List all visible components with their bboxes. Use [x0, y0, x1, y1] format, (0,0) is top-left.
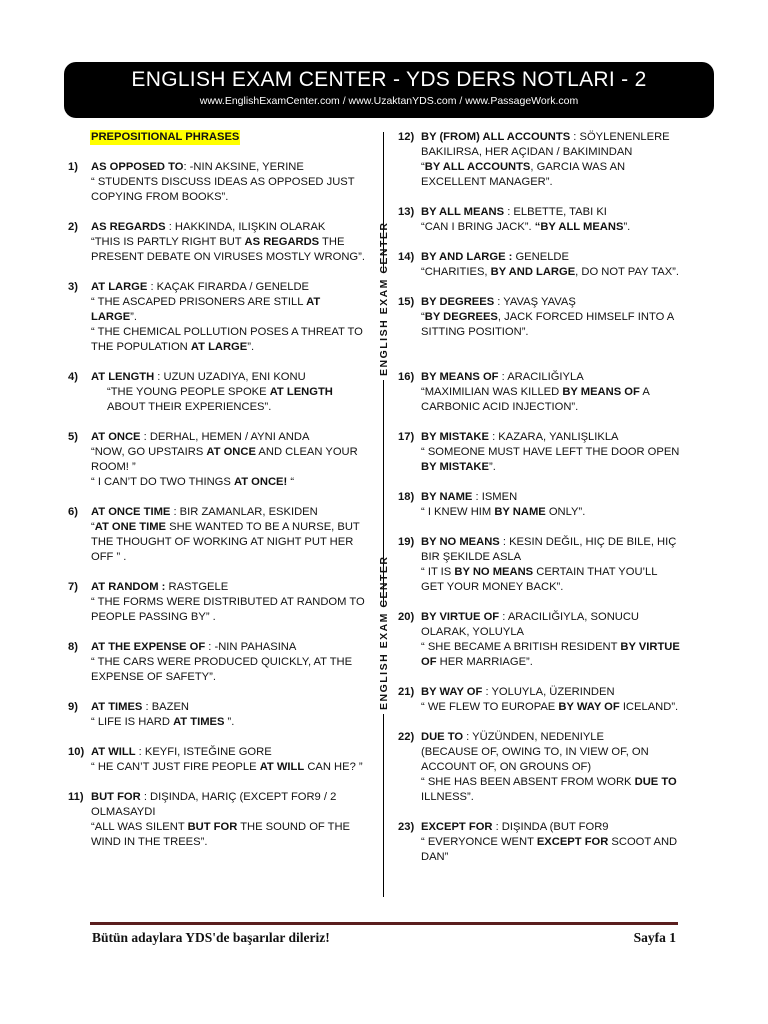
- example-sentence: “ SOMEONE MUST HAVE LEFT THE DOOR OPEN BY MISTAKE”.: [421, 446, 680, 473]
- phrase-term: AT RANDOM :: [91, 581, 166, 593]
- phrase-term: BY (FROM) ALL ACCOUNTS: [421, 131, 571, 143]
- entry-definition: [91, 640, 368, 655]
- phrase-entry: [398, 730, 682, 805]
- phrase-meaning: : YÜZÜNDEN, NEDENIYLE: [463, 731, 604, 743]
- phrase-term: AT ONCE: [91, 431, 141, 443]
- entry-number: 3): [68, 281, 78, 293]
- phrase-entry: [68, 160, 368, 205]
- entry-number: 18): [398, 491, 415, 503]
- entry-definition: [91, 220, 368, 235]
- phrase-meaning: : ISMEN: [472, 491, 518, 503]
- phrase-meaning: : KESIN DEĞIL, HIÇ DE BILE, HIÇ BIR ŞEKILDE ASLA: [421, 536, 677, 563]
- example-sentence: “ SHE BECAME A BRITISH RESIDENT BY VIRTUE OF HER MARRIAGE”.: [421, 641, 680, 668]
- entry-number: 9): [68, 701, 78, 713]
- example-sentence: “ HE CAN’T JUST FIRE PEOPLE AT WILL CAN HE? ”: [91, 761, 363, 773]
- example-sentence: “ I CAN’T DO TWO THINGS AT ONCE! “: [91, 476, 295, 488]
- phrase-meaning: : UZUN UZADIYA, ENI KONU: [154, 371, 306, 383]
- entry-definition: [421, 370, 682, 385]
- entry-number: 6): [68, 506, 78, 518]
- entry-body: [91, 160, 368, 205]
- phrase-entry: [68, 505, 368, 565]
- website-links: www.EnglishExamCenter.com / www.UzaktanYDS.com / www.PassageWork.com: [199, 95, 579, 107]
- phrase-term: BY ALL MEANS: [421, 206, 505, 218]
- entry-definition: [421, 820, 682, 835]
- phrase-term: AS REGARDS: [91, 221, 166, 233]
- entry-body: [421, 130, 682, 190]
- entry-body: [91, 580, 368, 625]
- phrase-meaning: : YAVAŞ YAVAŞ: [494, 296, 576, 308]
- entry-definition: [91, 160, 368, 175]
- entry-body: [421, 490, 682, 520]
- entry-definition: [421, 205, 682, 220]
- entry-number: 4): [68, 371, 78, 383]
- entry-definition: [91, 790, 368, 820]
- example-sentence: “ THE CARS WERE PRODUCED QUICKLY, AT THE EXPENSE OF SAFETY”.: [91, 656, 353, 683]
- entry-body: [91, 700, 368, 730]
- phrase-entry: [398, 250, 682, 280]
- phrase-meaning: : DERHAL, HEMEN / AYNI ANDA: [140, 431, 310, 443]
- phrase-meaning: : HAKKINDA, ILIŞKIN OLARAK: [165, 221, 326, 233]
- phrase-term: BY MISTAKE: [421, 431, 489, 443]
- phrase-entry: [68, 700, 368, 730]
- entry-body: [91, 280, 368, 355]
- entry-definition: [91, 700, 368, 715]
- phrase-term: BY VIRTUE OF: [421, 611, 500, 623]
- entry-definition: [91, 745, 368, 760]
- phrase-meaning: RASTGELE: [165, 581, 229, 593]
- phrase-term: BY NO MEANS: [421, 536, 500, 548]
- entry-number: 7): [68, 581, 78, 593]
- phrase-entry: [68, 745, 368, 775]
- example-sentence: “ALL WAS SILENT BUT FOR THE SOUND OF THE WIND IN THE TREES”.: [91, 821, 351, 848]
- footer-message: Bütün adaylara YDS'de başarılar dileriz!: [92, 930, 330, 945]
- phrase-term: EXCEPT FOR: [421, 821, 493, 833]
- entry-body: [91, 640, 368, 685]
- entry-number: 10): [68, 746, 85, 758]
- phrase-meaning: : -NIN AKSINE, YERINE: [183, 161, 304, 173]
- entry-definition: [421, 430, 682, 445]
- phrase-entry: [398, 370, 682, 415]
- entry-definition: [421, 130, 682, 160]
- entry-body: [421, 205, 682, 235]
- footer-divider: [90, 922, 678, 925]
- example-sentence: “ THE FORMS WERE DISTRIBUTED AT RANDOM TO PEOPLE PASSING BY” .: [91, 596, 365, 623]
- entry-definition: [421, 730, 682, 745]
- left-column: [68, 130, 368, 850]
- right-column: [398, 130, 682, 865]
- example-sentence: “ LIFE IS HARD AT TIMES ”.: [91, 716, 235, 728]
- phrase-meaning: : DIŞINDA (BUT FOR9: [492, 821, 609, 833]
- phrase-entry: [398, 820, 682, 865]
- entry-number: 1): [68, 161, 78, 173]
- header-banner: [64, 62, 714, 118]
- entry-body: [91, 745, 368, 775]
- phrase-term: AT LENGTH: [91, 371, 155, 383]
- example-sentence: “ THE ASCAPED PRISONERS ARE STILL AT LARGE”.: [91, 296, 321, 323]
- example-sentence: “AT ONE TIME SHE WANTED TO BE A NURSE, BUT THE THOUGHT OF WORKING AT NIGHT PUT HER OFF ” .: [91, 521, 360, 563]
- entry-definition: [421, 250, 682, 265]
- entry-definition: [421, 295, 682, 310]
- entry-definition: [421, 685, 682, 700]
- phrase-term: AT TIMES: [91, 701, 143, 713]
- example-sentence: “CAN I BRING JACK”. “BY ALL MEANS”.: [421, 221, 631, 233]
- phrase-entry: [398, 430, 682, 475]
- phrase-meaning: : BIR ZAMANLAR, ESKIDEN: [170, 506, 318, 518]
- phrase-meaning: : DIŞINDA, HARIÇ (EXCEPT FOR9 / 2 OLMASAYDI: [91, 791, 337, 818]
- example-sentence: “NOW, GO UPSTAIRS AT ONCE AND CLEAN YOUR ROOM! ”: [91, 446, 358, 473]
- phrase-term: BY MEANS OF: [421, 371, 499, 383]
- entry-definition: [91, 280, 368, 295]
- entry-body: [421, 370, 682, 415]
- entry-definition: [91, 580, 368, 595]
- entry-number: 8): [68, 641, 78, 653]
- entry-body: [91, 505, 368, 565]
- entry-body: [421, 250, 682, 280]
- phrase-entry: [68, 280, 368, 355]
- entry-body: [421, 610, 682, 670]
- phrase-entry: [398, 490, 682, 520]
- entry-number: 14): [398, 251, 415, 263]
- phrase-term: BY WAY OF: [421, 686, 483, 698]
- side-label: ENGLISH EXAM CENTER: [376, 272, 392, 380]
- phrase-entry: [68, 220, 368, 265]
- entry-definition: [91, 505, 368, 520]
- entry-body: [421, 535, 682, 595]
- example-sentence: “ WE FLEW TO EUROPAE BY WAY OF ICELAND”.: [421, 701, 679, 713]
- phrase-term: AT THE EXPENSE OF: [91, 641, 206, 653]
- example-sentence: “ IT IS BY NO MEANS CERTAIN THAT YOU’LL GET YOUR MONEY BACK”.: [421, 566, 658, 593]
- entry-body: [421, 730, 682, 805]
- phrase-meaning: : -NIN PAHASINA: [205, 641, 297, 653]
- entry-definition: [421, 490, 682, 505]
- phrase-entry: [68, 790, 368, 850]
- phrase-term: AS OPPOSED TO: [91, 161, 184, 173]
- phrase-term: BY DEGREES: [421, 296, 495, 308]
- example-sentence: (BECAUSE OF, OWING TO, IN VIEW OF, ON ACCOUNT OF, ON GROUNS OF): [421, 746, 649, 773]
- side-label: ENGLISH EXAM CENTER: [376, 606, 392, 714]
- phrase-entry: [398, 295, 682, 340]
- entry-body: [91, 430, 368, 490]
- phrase-meaning: : KEYFI, ISTEĞINE GORE: [135, 746, 272, 758]
- entry-definition: [91, 430, 368, 445]
- entry-number: 5): [68, 431, 78, 443]
- entry-body: [91, 370, 368, 415]
- example-sentence: “ EVERYONCE WENT EXCEPT FOR SCOOT AND DAN”: [421, 836, 678, 863]
- entry-body: [421, 430, 682, 475]
- entry-number: 19): [398, 536, 415, 548]
- entry-body: [421, 295, 682, 340]
- phrase-entry: [398, 535, 682, 595]
- entry-number: 21): [398, 686, 415, 698]
- phrase-term: AT ONCE TIME: [91, 506, 171, 518]
- phrase-meaning: : KAZARA, YANLIŞLIKLA: [488, 431, 619, 443]
- phrase-entry: [68, 370, 368, 415]
- phrase-meaning: : ELBETTE, TABI KI: [504, 206, 607, 218]
- entry-number: 20): [398, 611, 415, 623]
- entry-number: 17): [398, 431, 415, 443]
- example-sentence: “ THE CHEMICAL POLLUTION POSES A THREAT TO THE POPULATION AT LARGE”.: [91, 326, 363, 353]
- entry-number: 16): [398, 371, 415, 383]
- phrase-term: BUT FOR: [91, 791, 141, 803]
- phrase-entry: [398, 130, 682, 190]
- phrase-entry: [68, 580, 368, 625]
- entry-number: 11): [68, 791, 84, 803]
- phrase-term: BY NAME: [421, 491, 473, 503]
- example-sentence: “ I KNEW HIM BY NAME ONLY”.: [421, 506, 586, 518]
- entry-number: 2): [68, 221, 78, 233]
- example-sentence: “BY ALL ACCOUNTS, GARCIA WAS AN EXCELLENT MANAGER”.: [421, 161, 626, 188]
- phrase-entry: [398, 205, 682, 235]
- example-sentence: “THIS IS PARTLY RIGHT BUT AS REGARDS THE PRESENT DEBATE ON VIRUSES MOSTLY WRONG”.: [91, 236, 365, 263]
- entry-body: [91, 790, 368, 850]
- page-number: Sayfa 1: [633, 930, 676, 945]
- phrase-term: AT LARGE: [91, 281, 148, 293]
- example-sentence: “ STUDENTS DISCUSS IDEAS AS OPPOSED JUST COPYING FROM BOOKS”.: [91, 176, 355, 203]
- entry-number: 13): [398, 206, 415, 218]
- phrase-term: AT WILL: [91, 746, 136, 758]
- example-sentence: “MAXIMILIAN WAS KILLED BY MEANS OF A CARBONIC ACID INJECTION”.: [421, 386, 650, 413]
- entry-number: 23): [398, 821, 415, 833]
- phrase-entry: [68, 640, 368, 685]
- entry-definition: [91, 370, 368, 385]
- entry-number: 22): [398, 731, 415, 743]
- phrase-meaning: GENELDE: [512, 251, 569, 263]
- entry-number: 15): [398, 296, 415, 308]
- example-sentence: “THE YOUNG PEOPLE SPOKE AT LENGTH ABOUT THEIR EXPERIENCES”.: [107, 386, 333, 413]
- phrase-term: DUE TO: [421, 731, 464, 743]
- page-title: ENGLISH EXAM CENTER - YDS DERS NOTLARI - 2: [131, 68, 647, 91]
- entry-body: [421, 685, 682, 715]
- phrase-meaning: : BAZEN: [142, 701, 190, 713]
- phrase-meaning: : YOLUYLA, ÜZERINDEN: [482, 686, 615, 698]
- phrase-meaning: : SÖYLENENLERE BAKILIRSA, HER AÇIDAN / BAKIMINDAN: [421, 131, 670, 158]
- entry-body: [91, 220, 368, 265]
- entry-definition: [421, 610, 682, 640]
- entry-number: 12): [398, 131, 415, 143]
- phrase-entry: [398, 610, 682, 670]
- example-sentence: “CHARITIES, BY AND LARGE, DO NOT PAY TAX”.: [421, 266, 679, 278]
- entry-body: [421, 820, 682, 865]
- section-title: PREPOSITIONAL PHRASES: [91, 131, 240, 143]
- example-sentence: “ SHE HAS BEEN ABSENT FROM WORK DUE TO ILLNESS”.: [421, 776, 677, 803]
- example-sentence: “BY DEGREES, JACK FORCED HIMSELF INTO A SITTING POSITION”.: [421, 311, 674, 338]
- phrase-meaning: : ARACILIĞIYLA: [498, 371, 584, 383]
- entry-definition: [421, 535, 682, 565]
- phrase-term: BY AND LARGE :: [421, 251, 513, 263]
- phrase-entry: [68, 430, 368, 490]
- phrase-meaning: : ARACILIĞIYLA, SONUCU OLARAK, YOLUYLA: [421, 611, 640, 638]
- phrase-entry: [398, 685, 682, 715]
- phrase-meaning: : KAÇAK FIRARDA / GENELDE: [147, 281, 309, 293]
